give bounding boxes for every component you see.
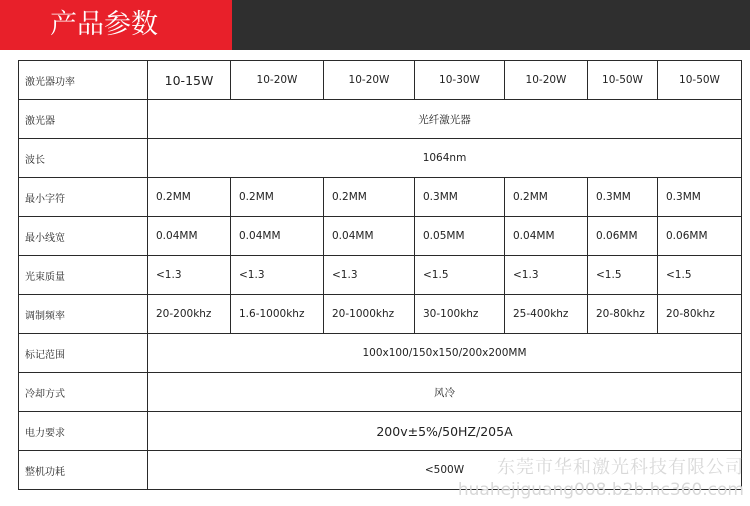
table-cell: 0.2MM (231, 178, 324, 217)
table-cell: 1.6-1000khz (231, 295, 324, 334)
table-cell: 10-15W (148, 61, 231, 100)
table-cell: <1.3 (148, 256, 231, 295)
table-row (19, 61, 742, 100)
row-label: 激光器功率 (19, 61, 148, 100)
table-cell: 0.04MM (324, 217, 415, 256)
header-bar (0, 0, 750, 50)
table-cell: 10-50W (658, 61, 742, 100)
row-label: 波长 (19, 139, 148, 178)
table-row (19, 373, 742, 412)
spec-table (18, 60, 742, 490)
row-label: 调制频率 (19, 295, 148, 334)
merged-cell: <500W (148, 451, 742, 490)
table-cell: 0.3MM (588, 178, 658, 217)
table-row (19, 178, 742, 217)
table-cell: <1.5 (658, 256, 742, 295)
table-cell: 20-200khz (148, 295, 231, 334)
table-cell: 0.3MM (415, 178, 505, 217)
watermark-company: 东莞市华和激光科技有限公司 (497, 457, 744, 478)
table-row (19, 256, 742, 295)
table-cell: <1.3 (324, 256, 415, 295)
title-banner (0, 0, 232, 50)
merged-cell: 光纤激光器 (148, 100, 742, 139)
row-label: 冷却方式 (19, 373, 148, 412)
table-row (19, 412, 742, 451)
table-cell: 0.06MM (588, 217, 658, 256)
watermark-url: huahejiguang008.b2b.hc360.com (457, 480, 744, 500)
table-cell: 0.05MM (415, 217, 505, 256)
merged-cell: 1064nm (148, 139, 742, 178)
table-cell: 0.2MM (505, 178, 588, 217)
table-cell: <1.5 (588, 256, 658, 295)
table-cell: 10-20W (231, 61, 324, 100)
merged-cell: 100x100/150x150/200x200MM (148, 334, 742, 373)
table-cell: 0.04MM (231, 217, 324, 256)
table-cell: 20-1000khz (324, 295, 415, 334)
row-label: 整机功耗 (19, 451, 148, 490)
row-label: 激光器 (19, 100, 148, 139)
merged-cell: 200v±5%/50HZ/205A (148, 412, 742, 451)
merged-cell: 风冷 (148, 373, 742, 412)
table-row (19, 100, 742, 139)
row-label: 电力要求 (19, 412, 148, 451)
table-cell: 0.04MM (148, 217, 231, 256)
table-row (19, 295, 742, 334)
table-cell: 25-400khz (505, 295, 588, 334)
table-cell: 20-80khz (658, 295, 742, 334)
table-row (19, 334, 742, 373)
table-row (19, 451, 742, 490)
table-cell: 0.2MM (324, 178, 415, 217)
table-cell: 30-100khz (415, 295, 505, 334)
table-cell: <1.3 (231, 256, 324, 295)
table-cell: 0.3MM (658, 178, 742, 217)
table-cell: 0.04MM (505, 217, 588, 256)
table-cell: <1.3 (505, 256, 588, 295)
table-cell: 10-20W (324, 61, 415, 100)
table-row (19, 217, 742, 256)
table-cell: 10-50W (588, 61, 658, 100)
row-label: 最小线宽 (19, 217, 148, 256)
page-title: 产品参数 (50, 9, 158, 40)
table-cell: 10-30W (415, 61, 505, 100)
table-cell: 20-80khz (588, 295, 658, 334)
table-cell: 0.06MM (658, 217, 742, 256)
table-cell: <1.5 (415, 256, 505, 295)
table-row (19, 139, 742, 178)
row-label: 最小字符 (19, 178, 148, 217)
table-cell: 10-20W (505, 61, 588, 100)
row-label: 标记范围 (19, 334, 148, 373)
table-cell: 0.2MM (148, 178, 231, 217)
row-label: 光束质量 (19, 256, 148, 295)
